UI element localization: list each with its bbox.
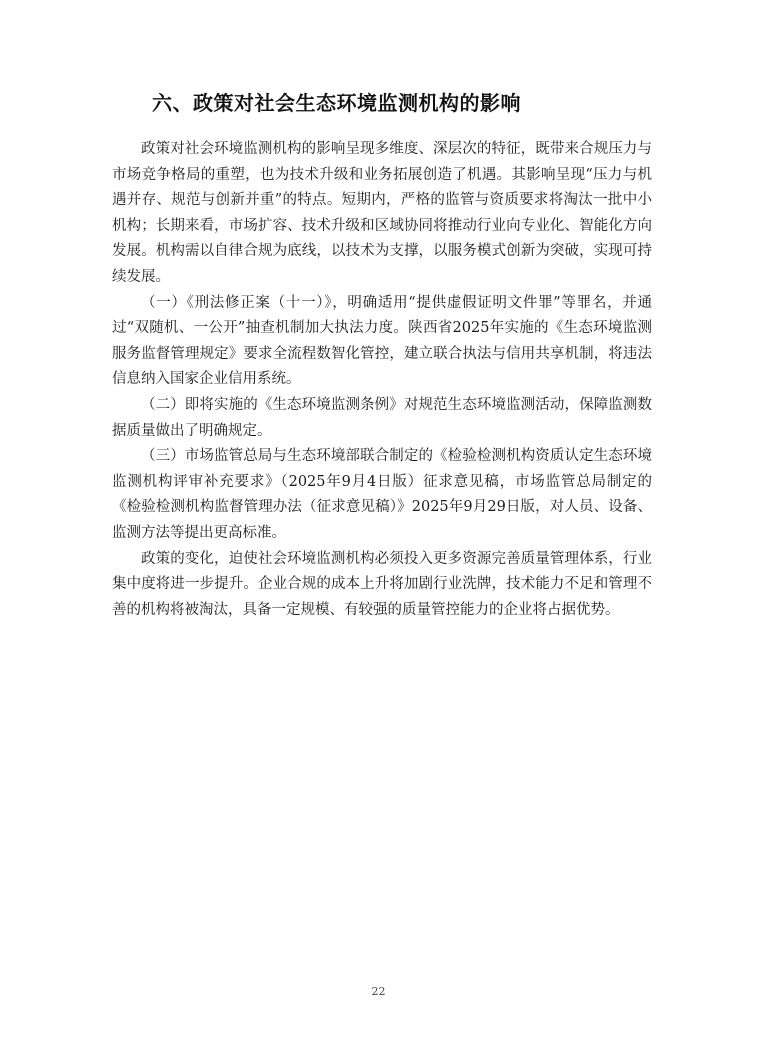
- paragraph-item-1: （一）《刑法修正案（十一）》，明确适用“提供虚假证明文件罪”等罪名，并通过“双随机、一公开”抽查机制加大执法力度。陕西省2025年实施的《生态环境监测服务监督管理规定》要求全流程数智化管控，建立联合执法与信用共享机制，将违法信息纳入国家企业信用系统。: [112, 294, 652, 388]
- paragraph-item-3: （三）市场监管总局与生态环境部联合制定的《检验检测机构资质认定生态环境监测机构评审补充要求》（2025年9月4日版）征求意见稿，市场监管总局制定的《检验检测机构监督管理办法（征求意见稿）》2025年9月29日版，对人员、设备、监测方法等提出更高标准。: [112, 448, 652, 541]
- section-body: [112, 137, 652, 623]
- paragraph-conclusion: 政策的变化，迫使社会环境监测机构必须投入更多资源完善质量管理体系，行业集中度将进一步提升。企业合规的成本上升将加剧行业洗牌，技术能力不足和管理不善的机构将被淘汰，具备一定规模、有较强的质量管控能力的企业将占据优势。: [112, 550, 652, 618]
- paragraph-item-2: （二）即将实施的《生态环境监测条例》对规范生态环境监测活动，保障监测数据质量做出了明确规定。: [112, 396, 652, 439]
- paragraph-intro: 政策对社会环境监测机构的影响呈现多维度、深层次的特征，既带来合规压力与市场竞争格局的重塑，也为技术升级和业务拓展创造了机遇。其影响呈现“压力与机遇并存、规范与创新并重”的特点。短期内，严格的监管与资质要求将淘汰一批中小机构；长期来看，市场扩容、技术升级和区域协同将推动行业向专业化、智能化方向发展。机构需以自律合规为底线，以技术为支撑，以服务模式创新为突破，实现可持续发展。: [112, 141, 652, 285]
- section-heading: 六、政策对社会生态环境监测机构的影响: [152, 91, 521, 115]
- page-number: 22: [371, 985, 386, 998]
